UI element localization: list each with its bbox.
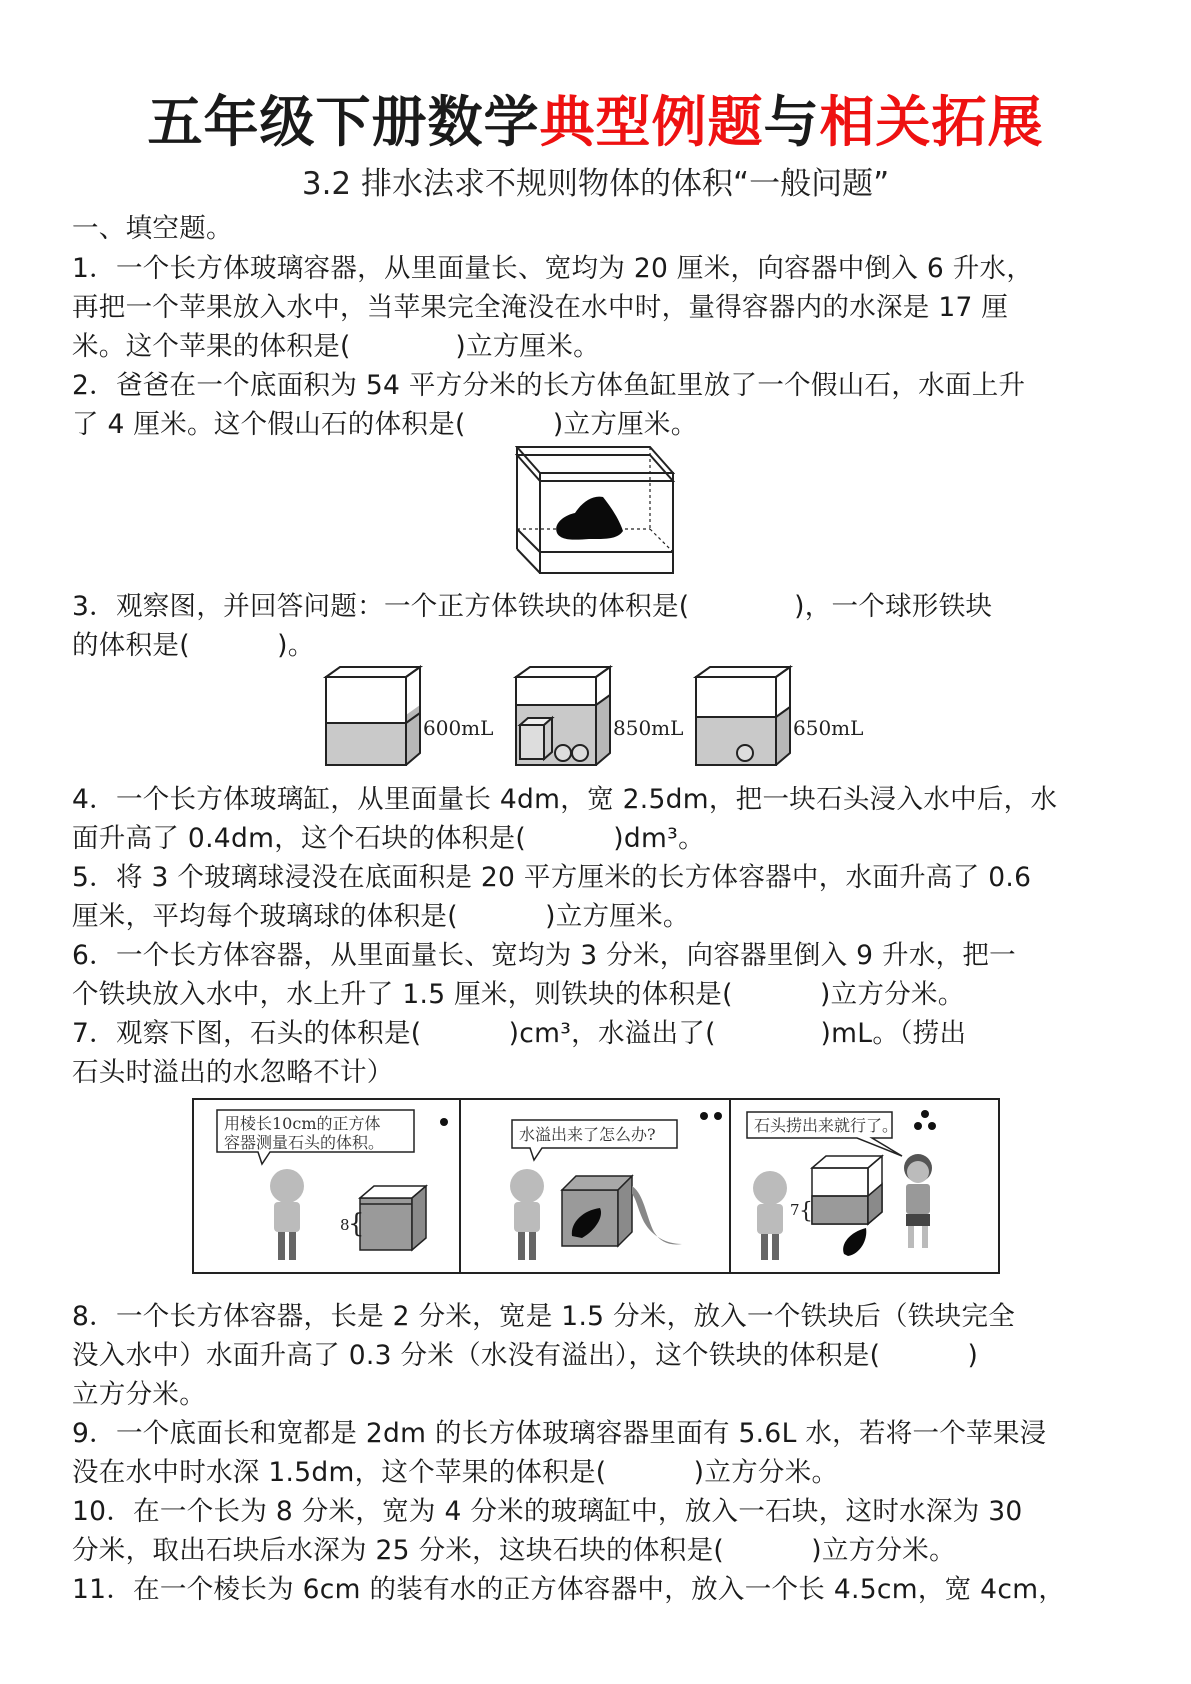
fish-tank-with-rock-figure bbox=[515, 445, 675, 575]
svg-text:{: { bbox=[348, 1209, 365, 1239]
question-3-line-2: 的体积是( )。 bbox=[72, 630, 315, 661]
iron-cube-icon bbox=[520, 718, 552, 759]
question-3-line-1: 3．观察图，并回答问题：一个正方体铁块的体积是( )，一个球形铁块 bbox=[72, 591, 993, 622]
question-2-line-1: 2．爸爸在一个底面积为 54 平方分米的长方体鱼缸里放了一个假山石，水面上升 bbox=[72, 370, 1026, 401]
title-part-2-highlight: 典型例题 bbox=[539, 90, 764, 154]
question-7-line-1: 7．观察下图，石头的体积是( )cm³，水溢出了( )mL。（捞出 bbox=[72, 1018, 967, 1049]
comic-strip-figure bbox=[192, 1098, 1002, 1276]
question-8-line-1: 8．一个长方体容器，长是 2 分米，宽是 1.5 分米，放入一个铁块后（铁块完全 bbox=[72, 1301, 1016, 1332]
question-7-line-2: 石头时溢出的水忽略不计） bbox=[72, 1057, 394, 1088]
section-heading: 一、填空题。 bbox=[72, 213, 233, 244]
svg-text:容器测量石头的体积。: 容器测量石头的体积。 bbox=[224, 1133, 385, 1152]
sphere-icon bbox=[737, 745, 753, 761]
svg-text:600mL: 600mL bbox=[423, 716, 494, 740]
question-5-line-1: 5．将 3 个玻璃球浸没在底面积是 20 平方厘米的长方体容器中，水面升高了 0.6 bbox=[72, 862, 1032, 893]
question-4-line-2: 面升高了 0.4dm，这个石块的体积是( )dm³。 bbox=[72, 823, 705, 854]
title-part-3: 与 bbox=[763, 90, 820, 154]
question-10-line-1: 10．在一个长为 8 分米，宽为 4 分米的玻璃缸中，放入一石块，这时水深为 30 bbox=[72, 1496, 1023, 1527]
question-4-line-1: 4．一个长方体玻璃缸，从里面量长 4dm，宽 2.5dm，把一块石头浸入水中后，水 bbox=[72, 784, 1058, 815]
page-subtitle: 3.2 排水法求不规则物体的体积“一般问题” bbox=[301, 166, 890, 202]
title-part-4-highlight: 相关拓展 bbox=[819, 90, 1044, 154]
container-850ml bbox=[516, 667, 683, 765]
rock-icon bbox=[556, 497, 623, 540]
three-containers-figure bbox=[320, 665, 880, 770]
question-10-line-2: 分米，取出石块后水深为 25 分米，这块石块的体积是( )立方分米。 bbox=[72, 1535, 956, 1566]
container-600ml bbox=[326, 667, 493, 765]
question-9-line-1: 9．一个底面长和宽都是 2dm 的长方体玻璃容器里面有 5.6L 水，若将一个苹果浸 bbox=[72, 1418, 1047, 1449]
question-8-line-3: 立方分米。 bbox=[72, 1379, 206, 1410]
svg-text:7: 7 bbox=[790, 1201, 800, 1219]
question-2-line-2: 了 4 厘米。这个假山石的体积是( )立方厘米。 bbox=[72, 409, 698, 440]
svg-text:850mL: 850mL bbox=[613, 716, 684, 740]
question-1-line-3: 米。这个苹果的体积是( )立方厘米。 bbox=[72, 331, 600, 362]
container-650ml bbox=[696, 667, 863, 765]
sphere-icon bbox=[572, 745, 588, 761]
svg-text:650mL: 650mL bbox=[793, 716, 864, 740]
question-1-line-1: 1．一个长方体玻璃容器，从里面量长、宽均为 20 厘米，向容器中倒入 6 升水， bbox=[72, 253, 1034, 284]
page-title bbox=[0, 78, 1191, 157]
svg-text:{: { bbox=[799, 1199, 813, 1224]
question-6-line-2: 个铁块放入水中，水上升了 1.5 厘米，则铁块的体积是( )立方分米。 bbox=[72, 979, 965, 1010]
question-5-line-2: 厘米，平均每个玻璃球的体积是( )立方厘米。 bbox=[72, 901, 690, 932]
title-part-1: 五年级下册数学 bbox=[147, 90, 540, 154]
question-8-line-2: 没入水中）水面升高了 0.3 分米（水没有溢出），这个铁块的体积是( ) bbox=[72, 1340, 979, 1371]
question-9-line-2: 没在水中时水深 1.5dm，这个苹果的体积是( )立方分米。 bbox=[72, 1457, 839, 1488]
svg-text:8: 8 bbox=[340, 1216, 350, 1234]
svg-text:用棱长10cm的正方体: 用棱长10cm的正方体 bbox=[224, 1114, 381, 1133]
svg-text:石头捞出来就行了。: 石头捞出来就行了。 bbox=[754, 1116, 899, 1135]
question-11-line-1: 11．在一个棱长为 6cm 的装有水的正方体容器中，放入一个长 4.5cm，宽 4cm， bbox=[72, 1574, 1066, 1605]
svg-text:水溢出来了怎么办?: 水溢出来了怎么办? bbox=[519, 1125, 656, 1144]
sphere-icon bbox=[555, 745, 571, 761]
cube-container-icon bbox=[360, 1186, 426, 1250]
question-1-line-2: 再把一个苹果放入水中，当苹果完全淹没在水中时，量得容器内的水深是 17 厘 bbox=[72, 292, 1009, 323]
question-6-line-1: 6．一个长方体容器，从里面量长、宽均为 3 分米，向容器里倒入 9 升水，把一 bbox=[72, 940, 1016, 971]
